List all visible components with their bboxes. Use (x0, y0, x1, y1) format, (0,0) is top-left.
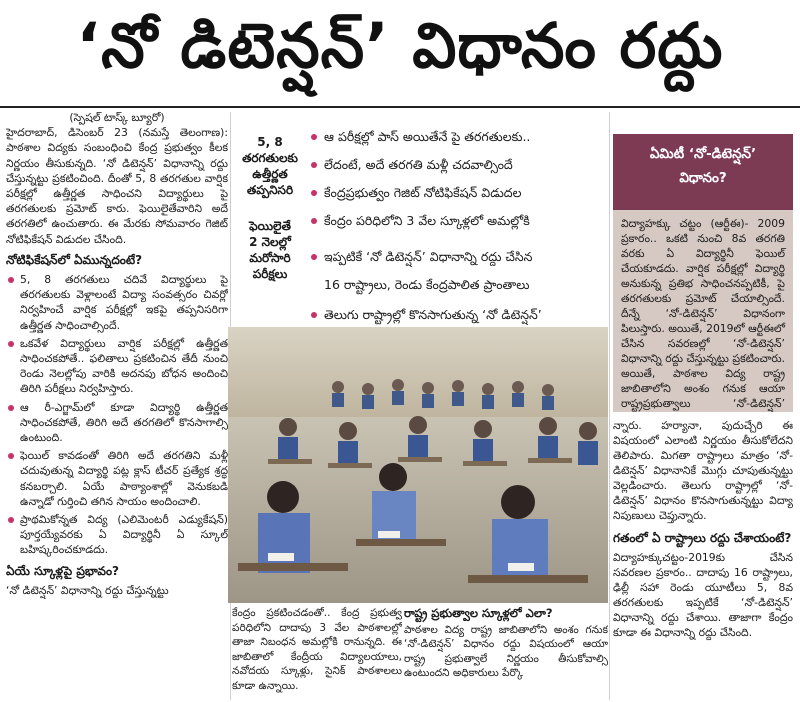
right-column-bottom (613, 418, 793, 702)
fact-row: తెలుగు రాష్ట్రాల్లో కొనసాగుతున్న ‘నో డిటెన్షన్’ (306, 304, 601, 326)
central-schools-paragraph: కేంద్రం ప్రకటించడంతో.. కేంద్ర ప్రభుత్వ పరిధిలోని దాదాపు 3 వేల పాఠశాలల్లో తాజా నిబంధన అమల్లోకి రానున్నది. ఈ జాబితాలో కేంద్రీయ విద్యాలయాలు, నవోదయ స్కూళ్లు, సైనిక్ పాఠశాలలు కూడా ఉన్నాయి. (232, 607, 402, 692)
state-schools-section (404, 606, 608, 700)
label-line: మరోసారి (249, 251, 291, 265)
facts-labels (236, 126, 304, 282)
intro-paragraph: హైదరాబాద్, డిసెంబర్ 23 (నమస్తే తెలంగాణ): పాఠశాల విద్యకు సంబంధించి కేంద్ర ప్రభుత్వం కీలక నిర్ణయం తీసుకున్నది. ‘నో డిటెన్షన్’ విధానాన్ని రద్దు చేస్తున్నట్టు ప్రకటించింది. దీంతో 5, 8 తరగతుల వార్షిక పరీక్షల్లో ఉత్తీర్ణత సాధించని విద్యార్థులు పై తరగతులకు ప్రమోట్ కారు. ఫెయిలైతేవారిని అదే తరగతిలో ఉంచుతారు. ఈ మేరకు సోమవారం గెజిట్ నోటిఫికేషన్ విడుదల చేసింది. (6, 126, 228, 246)
fact-row: కేంద్రం పరిధిలోని 3 వేల స్కూళ్లలో అమల్లోకి (306, 210, 601, 232)
subhead-notification: నోటిఫికేషన్‌లో ఏమున్నదంటే? (6, 252, 143, 267)
key-facts (236, 126, 601, 332)
bullet-item: ఆ రీ-ఎగ్జామ్‌లో కూడా విద్యార్థి ఉత్తీర్ణత సాధించకపోతే, తిరిగి అదే తరగతిలో కొనసాగాల్సి ఉంటుంది. (6, 400, 228, 446)
label-line: ఉత్తీర్ణత (252, 167, 288, 181)
label-line: తప్పనిసరి (246, 183, 294, 197)
subhead-schools-impact: ఏయే స్కూళ్లపై ప్రభావం? (6, 563, 119, 578)
label-line: 2 నెలల్లో (249, 235, 291, 249)
state-schools-paragraph: పాఠశాల విద్య రాష్ట్ర జాబితాలోని అంశం గనుక ‘నో-డిటెన్షన్’ విధానం రద్దు విషయంలో ఆయా రాష్ట్ర ప్రభుత్వాలే నిర్ణయం తీసుకోవాల్సి ఉంటుందని అధికారులు పేర్కొ (404, 623, 608, 679)
fact-row: లేదంటే, అదే తరగతి మళ్లీ చదవాల్సిందే (306, 154, 601, 176)
bullet-item: 5, 8 తరగతులు చదివే విద్యార్థులు పై తరగతులకు వెళ్లాలంటే విద్యా సంవత్సరం చివర్లో నిర్వహించే వార్షిక పరీక్షల్లో ఇకపై తప్పనిసరిగా ఉత్తీర్ణత సాధించాల్సిందే. (6, 272, 228, 333)
label-line: తరగతులకు (242, 151, 298, 165)
fact-row: ఇప్పటికే ‘నో డిటెన్షన్’ విధానాన్ని రద్దు చేసిన (306, 246, 601, 268)
facts-rows (306, 126, 601, 326)
subhead-state-schools: రాష్ట్ర ప్రభుత్వాల స్కూళ్లలో ఎలా? (404, 606, 553, 620)
fact-row: ఆ పరీక్షల్లో పాస్ అయితేనే పై తరగతులకు.. (306, 126, 601, 148)
title-line: ఏమిటీ ‘నో-డిటెన్షన్’ (649, 146, 757, 162)
facts-label-fail (236, 218, 304, 282)
label-line: ఫెయిలైతే (249, 219, 291, 233)
right-paragraph-2: విద్యాహక్కుచట్టం-2019కు చేసిన సవరణల ప్రకారం.. దాదాపు 16 రాష్ట్రాలు, ఢిల్లీ సహా రెండు యూటీలు 5, 8వ తరగతులకు ఇప్పటికే ‘నో-డిటెన్షన్’ విధానాన్ని రద్దు చేశాయి. తాజాగా కేంద్రం కూడా ఈ విధానాన్ని రద్దు చేసింది. (613, 551, 793, 639)
facts-label-pass (236, 134, 304, 198)
label-line: 5, 8 (257, 135, 283, 149)
tail-paragraph: ‘నో డిటెన్షన్’ విధానాన్ని రద్దు చేస్తున్నట్టు (6, 583, 169, 597)
byline: (స్పెషల్ టాస్క్ బ్యూరో) (69, 111, 165, 124)
headline: ‘నో డిటెన్షన్’ విధానం రద్దు (0, 0, 800, 108)
explainer-title (613, 134, 793, 210)
explainer-body: విద్యాహక్కు చట్టం (ఆర్టీఈ)- 2009 ప్రకారం.. ఒకటి నుంచి 8వ తరగతి వరకు ఏ విద్యార్థినీ ఫెయిల్ చేయకూడదు. వార్షిక పరీక్షల్లో విద్యార్థి అనుకున్న ప్రతిభ సాధించనప్పటికీ, పై తరగతులకు ప్రమోట్ చేయాల్సిందే. దీన్నే ‘నో-డిటెన్షన్’ విధానంగా పిలుస్తారు. అయితే, 2019లో ఆర్టీఈలో చేసిన సవరణల్లో ‘నో-డిటెన్షన్’ విధానాన్ని రద్దు చేస్తున్నట్టు ప్రకటించారు. అయితే, పాఠశాల విద్య రాష్ట్ర జాబితాలోని అంశం గనుక ఆయా రాష్ట్రప్రభుత్వాలు ‘నో-డిటెన్షన్’ (621, 217, 785, 410)
right-paragraph-1: న్నారు. హర్యానా, పుదుచ్చేరి ఈ విషయంలో ఎలాంటి నిర్ణయం తీసుకోలేదని తెలిపారు. మిగతా రాష్ట్రాలు మాత్రం ‘నో-డిటెన్షన్’ విధానానికే మొగ్గు చూపుతున్నట్టు వెల్లడించారు. తెలుగు రాష్ట్రాల్లో ‘నో-డిటెన్షన్’ విధానం కొనసాగుతున్నట్టు విద్యా నిపుణులు చెప్తున్నారు. (613, 419, 793, 522)
notification-bullets (6, 272, 228, 558)
label-line: పరీక్షలు (252, 267, 288, 281)
photo-illustration (228, 327, 608, 603)
title-line: విధానం? (679, 170, 727, 186)
fact-row-continued: 16 రాష్ట్రాలు, రెండు కేంద్రపాలిత ప్రాంతాలు (324, 277, 530, 292)
left-column (6, 110, 228, 702)
column-divider (609, 112, 610, 700)
subhead-previous-states: గతంలో ఏ రాష్ట్రాలు రద్దు చేశాయంటే? (613, 531, 792, 545)
fact-row: కేంద్రప్రభుత్వం గెజిట్ నోటిఫికేషన్ విడుదల (306, 182, 601, 204)
classroom-exam-photo (228, 327, 608, 603)
bullet-item: ఒకవేళ విద్యార్థులు వార్షిక పరీక్షల్లో ఉత్తీర్ణత సాధించకపోతే.. ఫలితాలు ప్రకటించిన తేదీ నుంచి రెండు నెలల్లోపు వారికి అదనపు బోధన అందించి తిరిగి పరీక్షలు నిర్వహిస్తారు. (6, 336, 228, 397)
bullet-item: ఫెయిల్ కావడంతో తిరిగి అదే తరగతిని మళ్లీ చదువుతున్న విద్యార్థి పట్ల క్లాస్ టీచర్ ప్రత్యేక శ్రద్ధ కనబర్చాలి. ఏయే పాఠ్యాంశాల్లో వెనుకబడి ఉన్నాడో గుర్తించి తగిన సాయం అందించాలి. (6, 448, 228, 509)
explainer-box (613, 134, 793, 412)
bullet-item: ప్రాథమికోన్నత విద్య (ఎలిమెంటరీ ఎడ్యుకేషన్) పూర్తయ్యేవరకు ఏ విద్యార్థినీ ఏ స్కూల్ బహిష్కరించకూడదు. (6, 512, 228, 558)
